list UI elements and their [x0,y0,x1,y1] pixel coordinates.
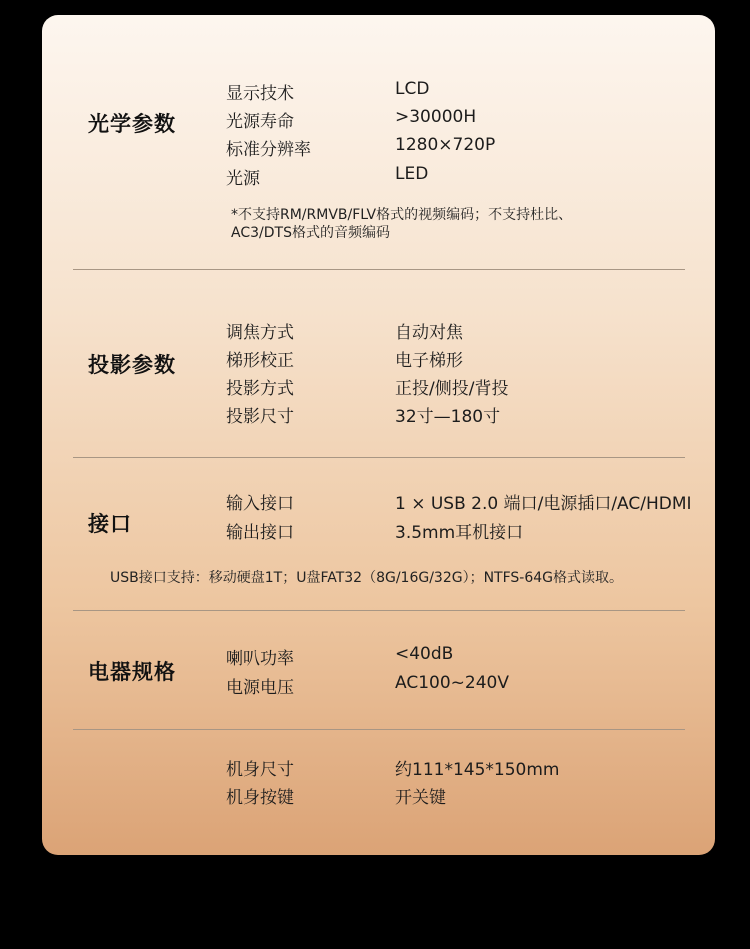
spec-value: 正投/侧投/背投 [395,379,509,399]
spec-row-voltage [42,673,715,699]
spec-row-display-tech [42,79,715,105]
spec-value: >30000H [395,107,477,127]
codec-note-line-2: AC3/DTS格式的音频编码 [231,225,390,241]
section-title-projection: 投影参数 [88,353,176,377]
spec-label: 光源 [226,169,260,189]
section-title-interfaces: 接口 [88,512,132,536]
spec-label: 投影尺寸 [226,407,294,427]
spec-label: 调焦方式 [226,323,294,343]
section-title-electrical: 电器规格 [88,660,176,684]
spec-label: 投影方式 [226,379,294,399]
section-divider [73,457,685,458]
spec-value: 3.5mm耳机接口 [395,523,524,543]
spec-row-projection-mode [42,374,715,400]
spec-row-body-buttons [42,783,715,809]
spec-value: AC100~240V [395,673,509,693]
spec-row-projection-size [42,402,715,428]
spec-value: 1280×720P [395,135,496,155]
spec-label: 输出接口 [226,523,294,543]
codec-note-line-1: *不支持RM/RMVB/FLV格式的视频编码；不支持杜比、 [231,207,573,223]
spec-value: 电子梯形 [395,351,463,371]
spec-row-output-ports [42,518,715,544]
spec-label: 输入接口 [226,494,294,514]
spec-value: 1 × USB 2.0 端口/电源插口/AC/HDMI [395,494,692,514]
spec-row-light-life [42,107,715,133]
spec-label: 喇叭功率 [226,649,294,669]
spec-row-input-ports [42,489,715,515]
spec-value: 自动对焦 [395,323,463,343]
spec-value: 约111*145*150mm [395,760,560,780]
spec-row-body-size [42,755,715,781]
section-divider [73,729,685,730]
spec-card [42,15,715,855]
spec-value: 32寸—180寸 [395,407,501,427]
usb-support-note: USB接口支持：移动硬盘1T；U盘FAT32（8G/16G/32G）；NTFS-64G格式读取。 [110,570,624,586]
spec-label: 机身按键 [226,788,294,808]
spec-row-speaker-power [42,644,715,670]
spec-row-resolution [42,135,715,161]
spec-row-focus [42,318,715,344]
spec-label: 显示技术 [226,84,294,104]
spec-value: LCD [395,79,430,99]
spec-value: <40dB [395,644,454,664]
spec-row-light-source [42,164,715,190]
spec-value: LED [395,164,429,184]
spec-label: 梯形校正 [226,351,294,371]
section-title-optical: 光学参数 [88,112,176,136]
spec-row-keystone [42,346,715,372]
section-divider [73,269,685,270]
spec-value: 开关键 [395,788,446,808]
section-divider [73,610,685,611]
spec-label: 电源电压 [226,678,294,698]
spec-label: 机身尺寸 [226,760,294,780]
spec-label: 光源寿命 [226,112,294,132]
spec-label: 标准分辨率 [226,140,311,160]
